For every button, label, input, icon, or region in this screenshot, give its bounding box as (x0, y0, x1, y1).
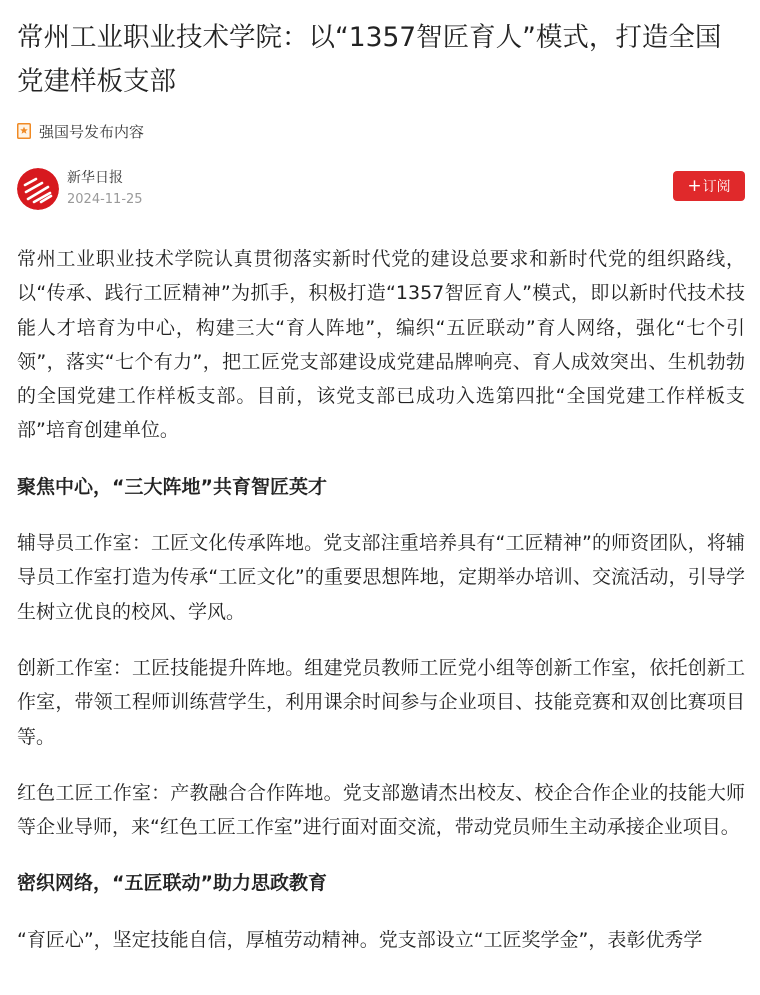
source-label: 强国号发布内容 (39, 122, 145, 141)
article-body (17, 242, 745, 957)
article (17, 0, 745, 979)
paragraph: “育匠心”，坚定技能自信，厚植劳动精神。党支部设立“工匠奖学金”，表彰优秀学 (17, 928, 703, 951)
author-name[interactable]: 新华日报 (67, 170, 123, 186)
avatar[interactable] (17, 168, 59, 210)
paragraph: 常州工业职业技术学院认真贯彻落实新时代党的建设总要求和新时代党的组织路线，以“传承、践行工匠精神”为抓手，积极打造“1357智匠育人”模式，即以新时代技术技能人才培育为中心，构建三大“育人阵地”，编织“五匠联动”育人网络，强化“七个引领”，落实“七个有力”，把工匠党支部建设成党建品牌响亮、育人成效突出、生机勃勃的全国党建工作样板支部。目前，该党支部已成功入选第四批“全国党建工作样板支部”培育创建单位。 (17, 248, 745, 442)
plus-icon: + (687, 175, 702, 196)
paragraph: 创新工作室：工匠技能提升阵地。组建党员教师工匠党小组等创新工作室，依托创新工作室，带领工程师训练营学生，利用课余时间参与企业项目、技能竞赛和双创比赛项目等。 (17, 656, 745, 748)
section-heading: 密织网络，“五匠联动”助力思政教育 (17, 872, 327, 895)
subscribe-label: 订阅 (702, 179, 731, 195)
paragraph: 红色工匠工作室：产教融合合作阵地。党支部邀请杰出校友、校企合作企业的技能大师等企业导师，来“红色工匠工作室”进行面对面交流，带动党员师生主动承接企业项目。 (17, 781, 745, 839)
xinhua-daily-logo (17, 168, 59, 210)
author-row (17, 168, 745, 212)
section-heading: 聚焦中心，“三大阵地”共育智匠英才 (17, 475, 327, 498)
badge-icon (17, 123, 31, 139)
publish-date: 2024-11-25 (67, 192, 143, 207)
source-line (17, 120, 745, 142)
subscribe-button[interactable] (673, 171, 745, 201)
paragraph: 辅导员工作室：工匠文化传承阵地。党支部注重培养具有“工匠精神”的师资团队，将辅导员工作室打造为传承“工匠文化”的重要思想阵地，定期举办培训、交流活动，引导学生树立优良的校风、学风。 (17, 532, 745, 623)
article-title: 常州工业职业技术学院：以“1357智匠育人”模式，打造全国党建样板支部 (17, 22, 722, 97)
